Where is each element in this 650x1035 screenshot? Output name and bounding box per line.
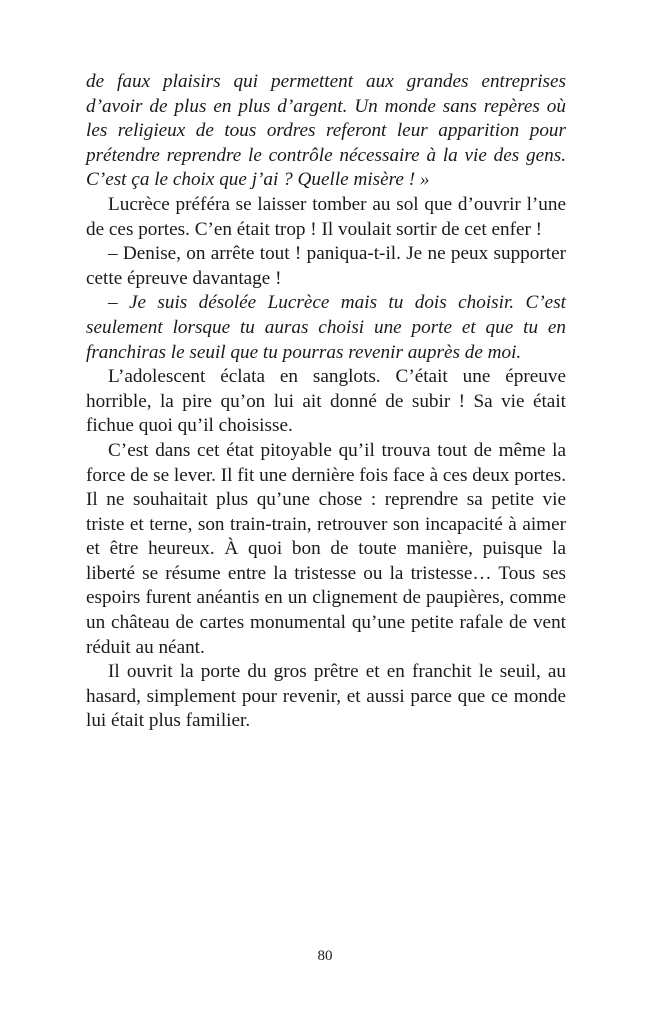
page-body <box>86 70 566 734</box>
paragraph-3: – Denise, on arrête tout ! paniqua-t-il. Je ne peux supporter cette épreuve davantage ! <box>86 243 566 289</box>
paragraph-2: Lucrèce préféra se laisser tomber au sol que d’ouvrir l’une de ces portes. C’en était trop ! Il voulait sortir de cet enfer ! <box>86 193 566 240</box>
paragraph-4: – Je suis désolée Lucrèce mais tu dois choisir. C’est seulement lorsque tu auras choisi une porte et que tu en franchiras le seuil que tu pourras revenir auprès de moi. <box>86 292 566 363</box>
page-number: 80 <box>317 948 333 964</box>
paragraph-6: C’est dans cet état pitoyable qu’il trouva tout de même la force de se lever. Il fit une dernière fois face à ces deux portes. Il ne souhaitait plus qu’une chose : reprendre sa petite vie triste et terne, son train-train, retrouver son incapacité à aimer et être heureux. À quoi bon de toute manière, puisque la liberté se résume entre la tristesse ou la tristesse… Tous ses espoirs furent anéantis en un clignement de paupières, comme un château de cartes monumental qu’une petite rafale de vent réduit au néant. <box>86 439 566 658</box>
paragraph-5: L’adolescent éclata en sanglots. C’était une épreuve horrible, la pire qu’on lui ait donné de subir ! Sa vie était fichue quoi qu’il choisisse. <box>86 366 566 437</box>
paragraph-7: Il ouvrit la porte du gros prêtre et en franchit le seuil, au hasard, simplement pour revenir, et aussi parce que ce monde lui était plus familier. <box>86 661 566 732</box>
paragraph-1: de faux plaisirs qui permettent aux grandes entreprises d’avoir de plus en plus d’argent. Un monde sans repères où les religieux de tous ordres referont leur apparition pour prétendre reprendre le contrôle nécessaire à la vie des gens. C’est ça le choix que j’ai ? Quelle misère ! » <box>86 71 566 191</box>
